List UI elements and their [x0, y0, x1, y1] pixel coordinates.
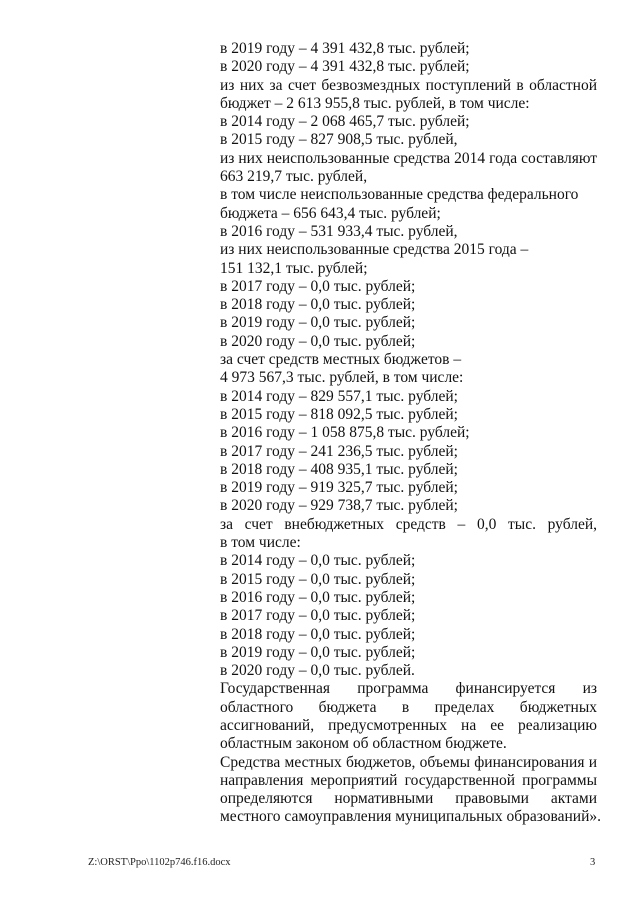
- text-line: бюджета – 656 643,4 тыс. рублей;: [220, 204, 441, 222]
- text-line: в 2020 году – 4 391 432,8 тыс. рублей;: [220, 58, 470, 76]
- text-line: в 2017 году – 241 236,5 тыс. рублей;: [220, 442, 458, 460]
- text-line: в 2020 году – 929 738,7 тыс. рублей;: [220, 497, 458, 515]
- text-line: в 2018 году – 0,0 тыс. рублей;: [220, 625, 416, 643]
- text-line: в 2014 году – 829 557,1 тыс. рублей;: [220, 387, 458, 405]
- text-line: в 2015 году – 818 092,5 тыс. рублей;: [220, 405, 458, 423]
- text-line: бюджет – 2 613 955,8 тыс. рублей, в том числе:: [220, 94, 530, 112]
- text-line: в 2020 году – 0,0 тыс. рублей.: [220, 662, 415, 680]
- text-line: 663 219,7 тыс. рублей,: [220, 168, 368, 186]
- document-body: [220, 40, 602, 827]
- footer-file-path: Z:\ORST\Ppo\1102p746.f16.docx: [88, 857, 231, 868]
- text-line: Государственная программа финансируется из: [220, 680, 597, 698]
- page-number: 3: [590, 857, 596, 868]
- text-line: в 2014 году – 0,0 тыс. рублей;: [220, 552, 416, 570]
- text-line: направления мероприятий государственной программы: [220, 771, 597, 789]
- text-line: в том числе:: [220, 534, 301, 552]
- text-line: в 2017 году – 0,0 тыс. рублей;: [220, 277, 416, 295]
- text-line: в 2017 году – 0,0 тыс. рублей;: [220, 607, 416, 625]
- text-line: в 2015 году – 827 908,5 тыс. рублей,: [220, 131, 458, 149]
- text-line: в 2020 году – 0,0 тыс. рублей;: [220, 332, 416, 350]
- text-line: определяются нормативными правовыми актами: [220, 790, 597, 808]
- text-line: в 2016 году – 1 058 875,8 тыс. рублей;: [220, 424, 470, 442]
- text-line: в том числе неиспользованные средства федерального: [220, 186, 579, 204]
- text-line: в 2018 году – 408 935,1 тыс. рублей;: [220, 460, 458, 478]
- text-line: из них неиспользованные средства 2014 года составляют: [220, 149, 597, 167]
- text-line: за счет средств местных бюджетов –: [220, 351, 462, 369]
- text-line: в 2019 году – 0,0 тыс. рублей;: [220, 314, 416, 332]
- text-line: областным законом об областном бюджете.: [220, 735, 507, 753]
- text-line: в 2019 году – 919 325,7 тыс. рублей;: [220, 479, 458, 497]
- text-line: за счет внебюджетных средств – 0,0 тыс. рублей,: [220, 515, 597, 533]
- text-line: из них за счет безвозмездных поступлений в областной: [220, 76, 597, 94]
- text-line: 4 973 567,3 тыс. рублей, в том числе:: [220, 369, 464, 387]
- text-line: в 2018 году – 0,0 тыс. рублей;: [220, 296, 416, 314]
- text-line: из них неиспользованные средства 2015 года –: [220, 241, 529, 259]
- text-line: в 2015 году – 0,0 тыс. рублей;: [220, 570, 416, 588]
- text-line: в 2014 году – 2 068 465,7 тыс. рублей;: [220, 113, 470, 131]
- text-line: Средства местных бюджетов, объемы финансирования и: [220, 753, 597, 771]
- text-line: в 2016 году – 0,0 тыс. рублей;: [220, 588, 416, 606]
- text-line: местного самоуправления муниципальных образований».: [220, 808, 602, 826]
- text-line: областного бюджета в пределах бюджетных: [220, 698, 597, 716]
- text-line: в 2019 году – 4 391 432,8 тыс. рублей;: [220, 40, 470, 57]
- text-line: в 2019 году – 0,0 тыс. рублей;: [220, 643, 416, 661]
- text-line: в 2016 году – 531 933,4 тыс. рублей,: [220, 222, 458, 240]
- text-line: ассигнований, предусмотренных на ее реализацию: [220, 716, 597, 734]
- text-line: 151 132,1 тыс. рублей;: [220, 259, 368, 277]
